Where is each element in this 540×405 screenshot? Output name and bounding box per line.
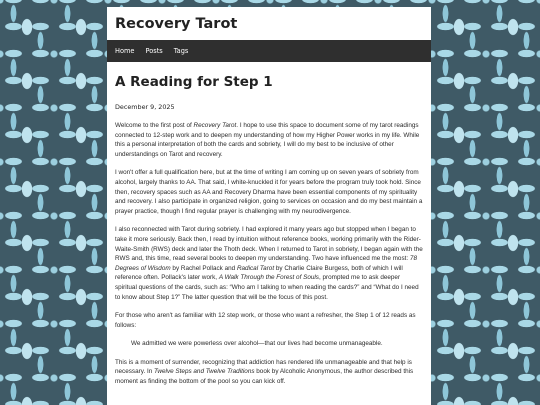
italic-title: Recovery Tarot — [193, 122, 237, 129]
intro-paragraph — [115, 121, 423, 159]
text-span: book by Alcoholic Anonymous, the author described this moment as finding the bottom of the pool so you can kick off. — [115, 368, 414, 386]
italic-title: A Walk Through the Forest of Souls — [218, 274, 319, 282]
post-date: December 9, 2025 — [115, 103, 175, 111]
tarot-paragraph — [115, 225, 423, 302]
nav-home-link[interactable]: Home — [115, 47, 135, 55]
text-span: , prompted me to ask deeper spiritual questions of the cards, such as: “Who am I talking to when reading the cards?” and “What do I need to know about Step 1?” The latter question that will be the focus of this post. — [115, 274, 419, 301]
surrender-paragraph — [115, 358, 423, 387]
page-container — [107, 7, 431, 405]
text-span: . I hope to use this space to document some of my tarot readings connected to 12-step work and to deepen my understanding of how my Higher Power works in my life. While this a personal interpretation of both the cards and sobriety, I will do my best to be inclusive of other understandings on Tarot and recovery. — [115, 122, 420, 158]
text-span: This is a moment of surrender, recognizing that addiction has rendered life unmanageable and that help is necessary. In — [115, 358, 412, 376]
main-nav — [107, 40, 431, 62]
text-span: I also reconnected with Tarot during sobriety. I had explored it many years ago but stopped when I began to take it more seriously. Back then, I read by intuition without reference books, working primarily with the Rider-Waite-Smith (RWS) deck and later the Thoth deck. When I returned to Tarot in sobriety, I began again with the RWS and, this time, read several books to deepen my understanding. Two have influenced me the most: — [115, 226, 423, 263]
step-one-quote: We admitted we were powerless over alcohol—that our lives had become unmanageable. — [131, 340, 383, 348]
text-span: by Rachel Pollack and — [170, 264, 237, 272]
italic-title: Radical Tarot — [236, 264, 275, 272]
site-title[interactable]: Recovery Tarot — [115, 16, 238, 32]
post-title: A Reading for Step 1 — [115, 74, 273, 90]
sobriety-paragraph: I won't offer a full qualification here, but at the time of writing I am coming up on seven years of sobriety from alcohol, largely thanks to AA. That said, I white-knuckled it for years before the program truly took hold. Since then, recovery spaces such as AA and Recovery Dharma have been essential components of my spirituality and recovery. I also participate in organized religion, going to services on occasion and do my best maintain a prayer practice, though I find regular prayer is challenging with my neurodivergence. — [115, 169, 423, 215]
post-article — [115, 74, 423, 387]
step-intro-paragraph: For those who aren't as familiar with 12 step work, or those who want a refresher, the Step 1 of 12 reads as follows: — [115, 312, 416, 329]
text-span: by Charlie Claire Burgess, both of which I will reference often. Pollack's later work, — [115, 264, 403, 282]
nav-tags-link[interactable]: Tags — [173, 47, 189, 55]
italic-title: Twelve Steps and Twelve Traditions — [154, 368, 255, 376]
nav-posts-link[interactable]: Posts — [145, 47, 163, 55]
text-span: Welcome to the first post of — [115, 122, 194, 129]
italic-title: 78 Degrees of Wisdom — [115, 255, 417, 272]
